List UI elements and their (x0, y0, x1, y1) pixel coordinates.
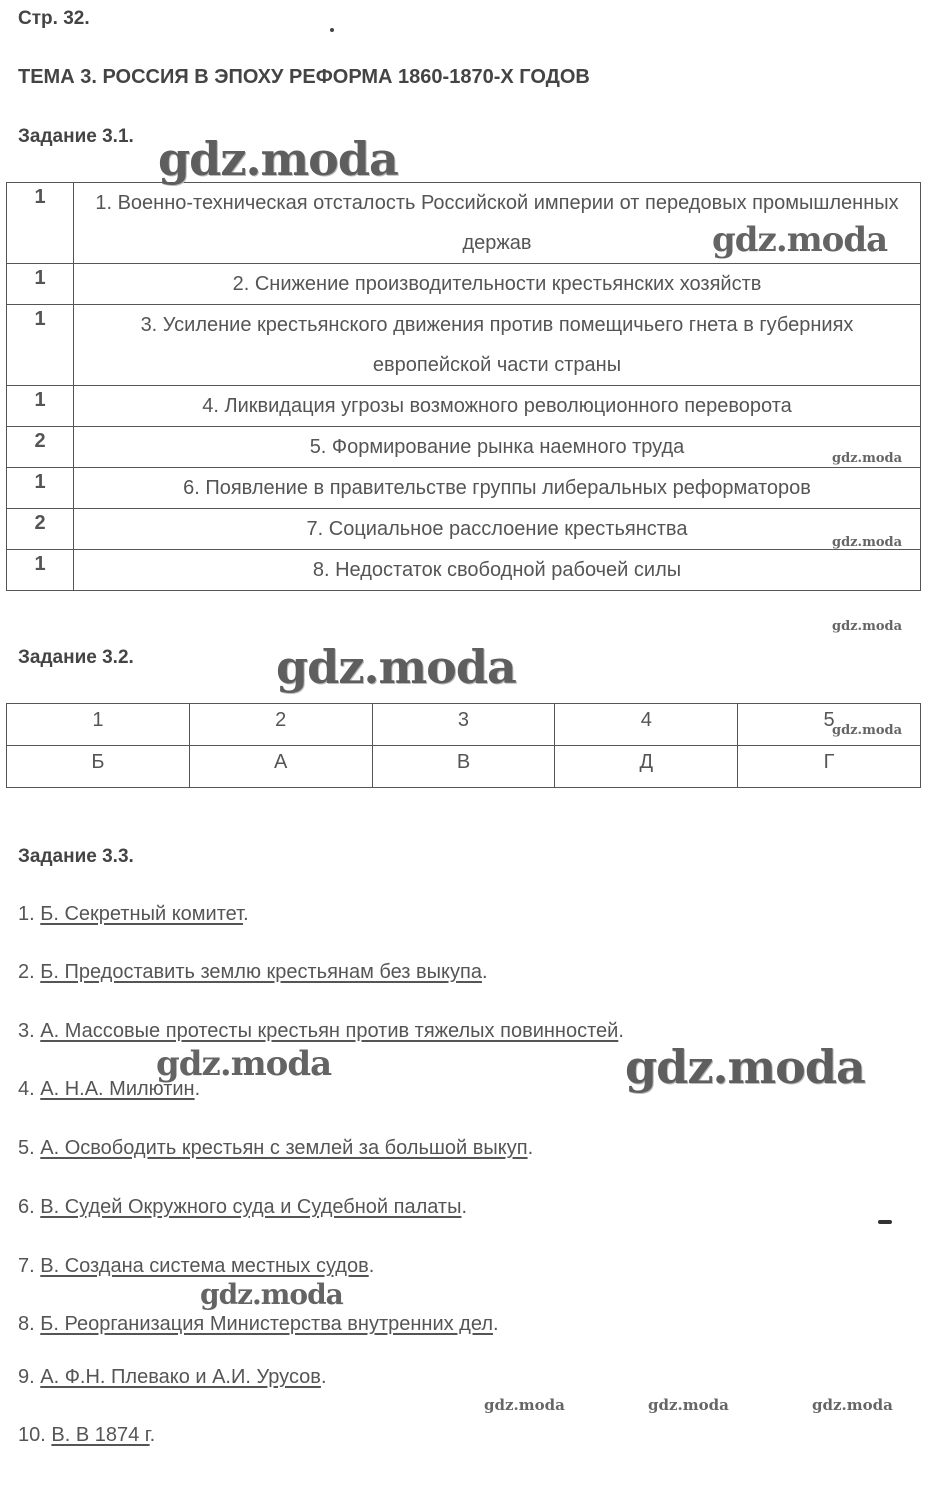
task-3-2-heading: Задание 3.2. (18, 647, 134, 668)
list-item (18, 903, 249, 926)
table-row (7, 427, 921, 468)
answer-number: 10. (18, 1424, 46, 1446)
list-item (18, 1366, 327, 1389)
watermark-logo: gdz.moda (832, 451, 903, 466)
answer-number: 6. (18, 1196, 35, 1218)
answer-number: 1. (18, 903, 35, 925)
table-row (7, 386, 921, 427)
answer-end: . (368, 1255, 375, 1277)
answer-end: . (618, 1020, 624, 1042)
watermark-logo: gdz.moda (156, 1044, 332, 1084)
watermark-logo: gdz.moda (832, 723, 903, 738)
factor-cell: 5. Формирование рынка наемного труда (74, 427, 921, 468)
answer-text: В. В 1874 г (51, 1424, 150, 1446)
factor-cell: 8. Недостаток свободной рабочей силы (74, 550, 921, 591)
table-row (7, 746, 921, 788)
answer-number: 4. (18, 1078, 35, 1100)
answer-number: 7. (18, 1255, 35, 1277)
number-cell: 4 (555, 704, 738, 746)
table-row (7, 183, 921, 264)
letter-cell: А (189, 746, 372, 788)
watermark-logo: gdz.moda (484, 1396, 565, 1414)
factor-cell: 7. Социальное расслоение крестьянства (74, 509, 921, 550)
answer-number: 2. (18, 961, 35, 983)
answer-text: А. Ф.Н. Плевако и А.И. Урусов (40, 1366, 321, 1388)
answer-text: Б. Реорганизация Министерства внутренних дел (40, 1313, 493, 1335)
answer-number: 9. (18, 1366, 35, 1388)
answer-text: А. Массовые протесты крестьян против тяжелых повинностей (40, 1020, 619, 1042)
answer-end: . (461, 1196, 468, 1218)
factor-cell: 6. Появление в правительстве группы либеральных реформаторов (74, 468, 921, 509)
table-row (7, 264, 921, 305)
theme-title: ТЕМА 3. РОССИЯ В ЭПОХУ РЕФОРМА 1860-1870-Х ГОДОВ (18, 66, 590, 88)
score-cell: 1 (7, 183, 74, 264)
letter-cell: Д (555, 746, 738, 788)
score-cell: 1 (7, 264, 74, 305)
score-cell: 1 (7, 386, 74, 427)
answer-text: В. Создана система местных судов (40, 1255, 369, 1277)
answer-text: А. Н.А. Милютин (40, 1078, 195, 1100)
answer-number: 5. (18, 1137, 35, 1159)
answer-end: . (194, 1078, 201, 1100)
answer-text: А. Освободить крестьян с землей за большой выкуп (40, 1137, 528, 1159)
answer-end: . (481, 961, 488, 983)
list-item (18, 1137, 533, 1160)
number-cell: 2 (189, 704, 372, 746)
score-cell: 1 (7, 468, 74, 509)
watermark-logo: gdz.moda (648, 1396, 729, 1414)
number-cell: 1 (7, 704, 190, 746)
task-3-3-heading: Задание 3.3. (18, 846, 134, 867)
list-item (18, 1255, 374, 1278)
score-cell: 1 (7, 305, 74, 386)
page-label: Стр. 32. (18, 8, 90, 29)
watermark-logo: gdz.moda (625, 1040, 865, 1094)
watermark-logo: gdz.moda (832, 535, 903, 550)
answer-number: 8. (18, 1313, 35, 1335)
score-cell: 2 (7, 509, 74, 550)
list-item (18, 1020, 624, 1043)
watermark-logo: gdz.moda (158, 132, 398, 186)
task-3-1-heading: Задание 3.1. (18, 126, 134, 147)
task-3-2-table (6, 703, 921, 788)
letter-cell: Б (7, 746, 190, 788)
answer-text: В. Судей Окружного суда и Судебной палаты (40, 1196, 462, 1218)
answer-end: . (492, 1313, 499, 1335)
factor-cell: 4. Ликвидация угрозы возможного революционного переворота (74, 386, 921, 427)
answer-number: 3. (18, 1020, 35, 1042)
letter-cell: Г (738, 746, 921, 788)
factor-cell: 3. Усиление крестьянского движения против помещичьего гнета в губерниях европейской части страны (74, 305, 921, 386)
watermark-logo: gdz.moda (812, 1396, 893, 1414)
score-cell: 1 (7, 550, 74, 591)
list-item (18, 1078, 200, 1101)
table-row (7, 509, 921, 550)
stray-mark (878, 1220, 892, 1224)
answer-end: . (320, 1366, 327, 1388)
score-cell: 2 (7, 427, 74, 468)
number-cell: 5 (738, 704, 921, 746)
list-item (18, 961, 488, 984)
answer-end: . (243, 903, 249, 925)
list-item (18, 1424, 155, 1447)
answer-text: Б. Секретный комитет (40, 903, 244, 925)
watermark-logo: gdz.moda (712, 220, 888, 260)
table-row (7, 468, 921, 509)
list-item (18, 1313, 499, 1336)
watermark-logo: gdz.moda (832, 619, 903, 634)
factor-cell: 1. Военно-техническая отсталость Российской империи от передовых промышленных держав (74, 183, 921, 264)
factor-cell: 2. Снижение производительности крестьянских хозяйств (74, 264, 921, 305)
number-cell: 3 (372, 704, 555, 746)
stray-dot (330, 28, 334, 32)
watermark-logo: gdz.moda (276, 640, 516, 694)
table-row (7, 305, 921, 386)
answer-text: Б. Предоставить землю крестьянам без выкупа (40, 961, 482, 983)
table-row (7, 704, 921, 746)
task-3-1-table (6, 182, 921, 591)
letter-cell: В (372, 746, 555, 788)
answer-end: . (527, 1137, 534, 1159)
list-item (18, 1196, 467, 1219)
table-row (7, 550, 921, 591)
answer-end: . (149, 1424, 156, 1446)
watermark-logo: gdz.moda (200, 1278, 343, 1311)
